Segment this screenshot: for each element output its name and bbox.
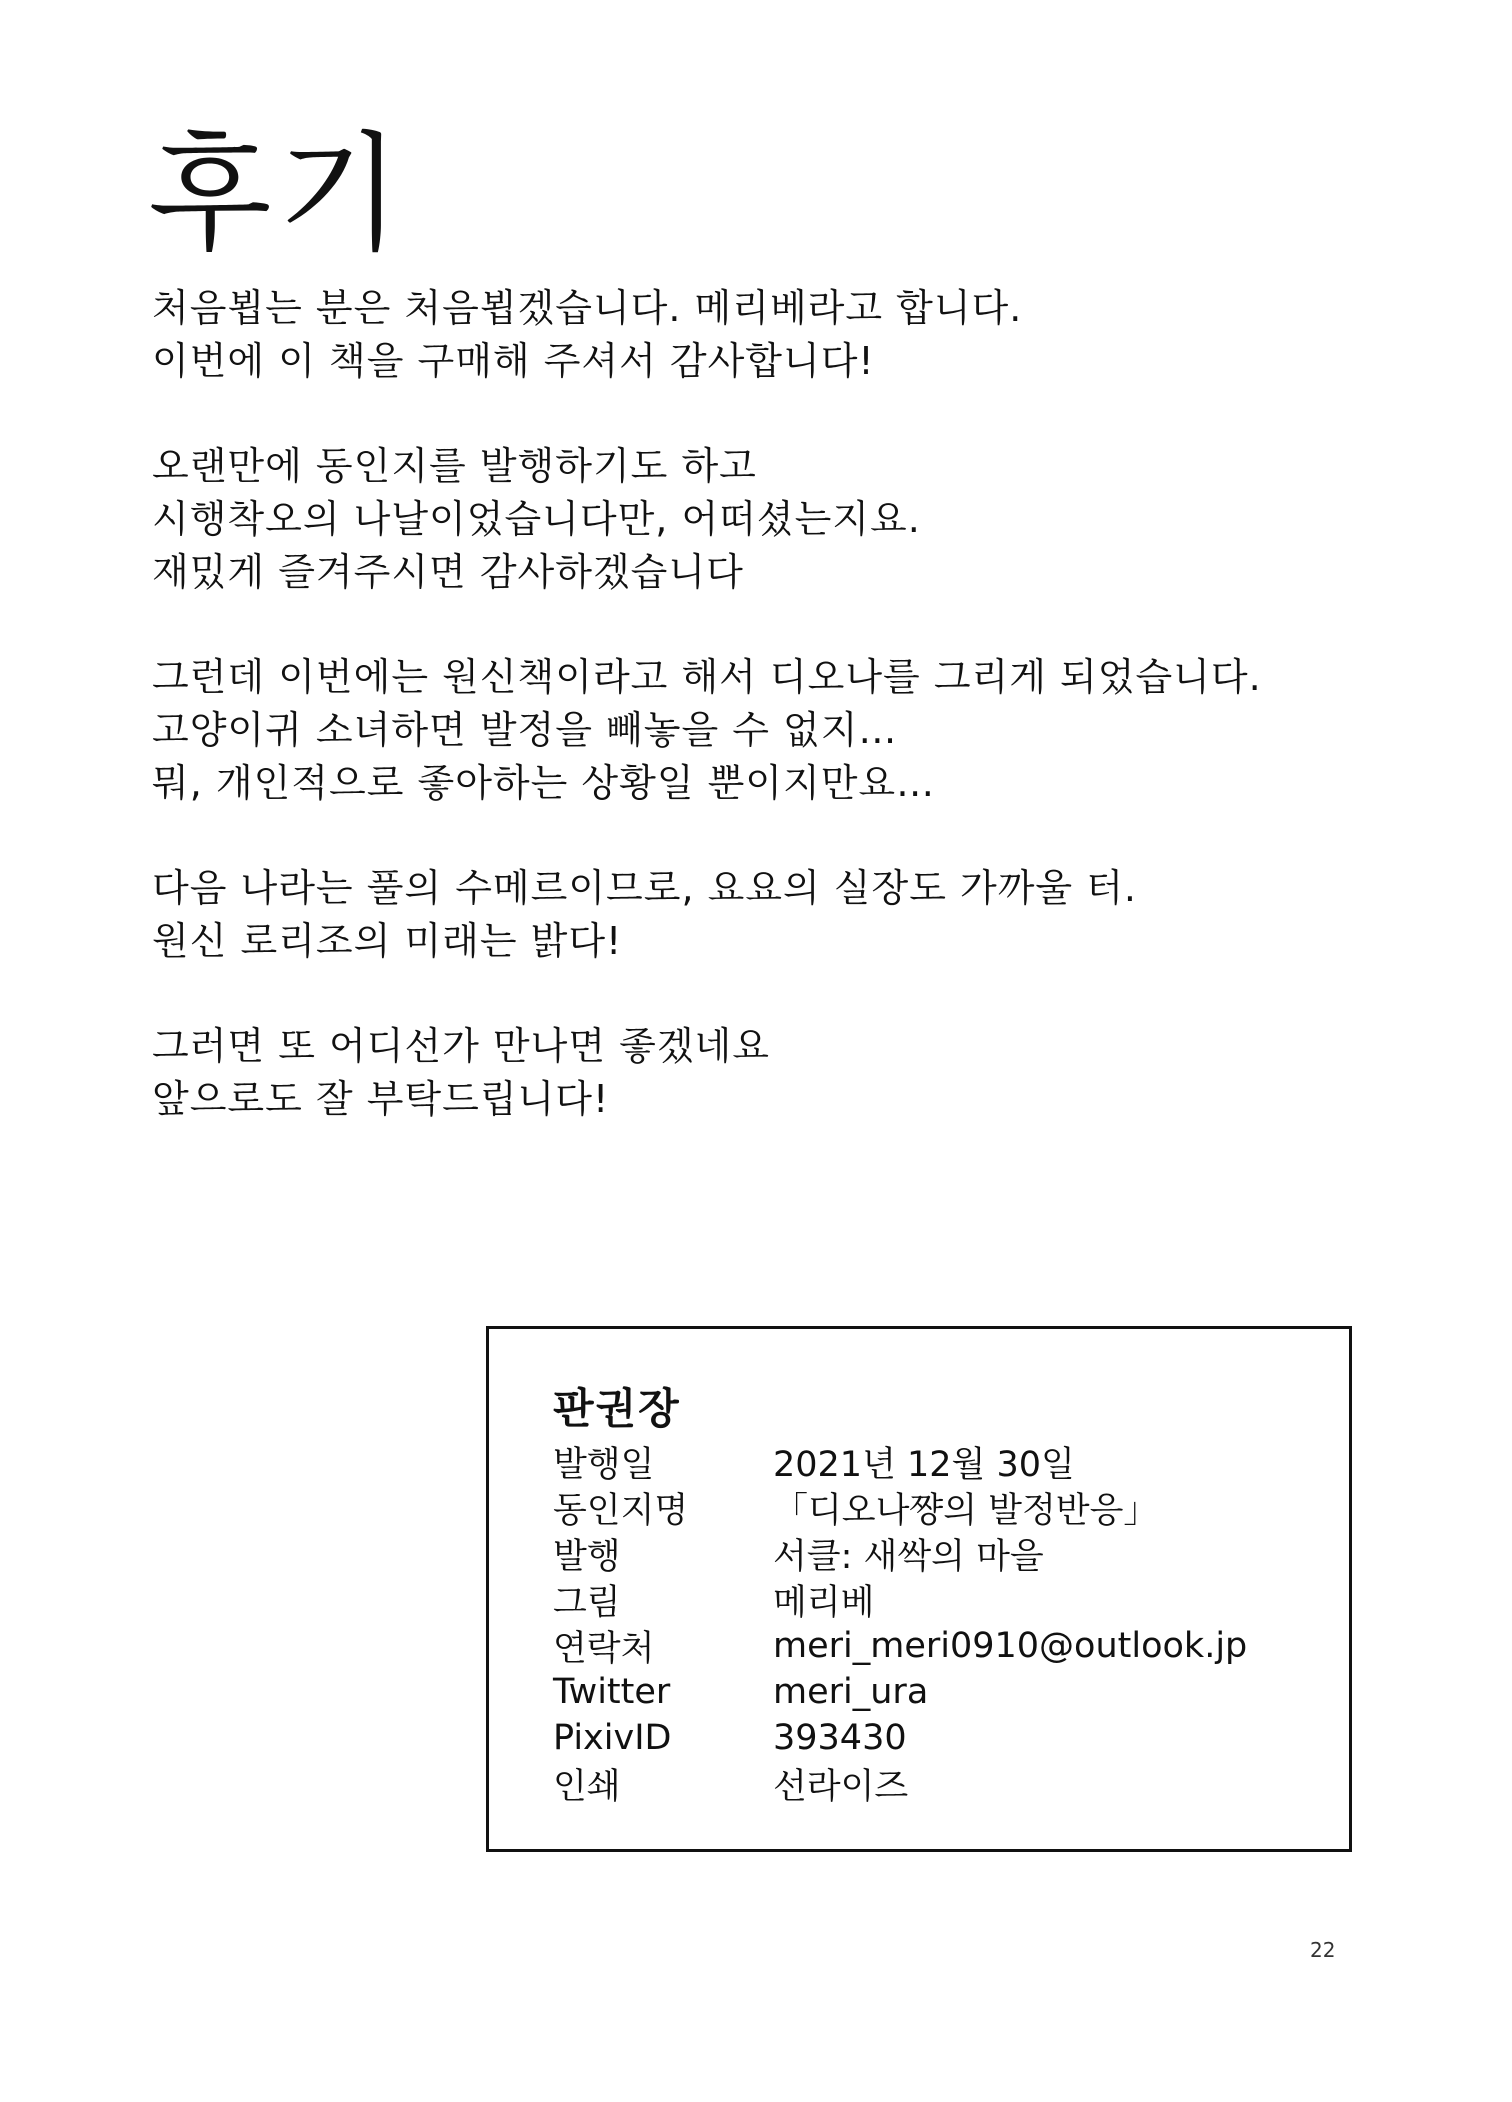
paragraph xyxy=(152,440,1352,599)
text-line: 오랜만에 동인지를 발행하기도 하고 xyxy=(152,444,757,488)
colophon-label: 연락처 xyxy=(553,1629,655,1669)
colophon-label: 동인지명 xyxy=(553,1491,689,1531)
colophon-label: Twitter xyxy=(553,1672,671,1712)
text-line: 원신 로리조의 미래는 밝다! xyxy=(152,919,623,963)
colophon-row-publish-date xyxy=(553,1439,1247,1485)
colophon-title: 판권장 xyxy=(553,1384,681,1433)
colophon-label: 그림 xyxy=(553,1583,621,1623)
text-line: 그러면 또 어디선가 만나면 좋겠네요 xyxy=(152,1024,770,1068)
paragraph xyxy=(152,1020,1352,1126)
colophon-value: 「디오나쨩의 발정반응」 xyxy=(773,1491,1159,1531)
colophon-row-printer xyxy=(553,1761,1247,1807)
colophon-row-pixiv xyxy=(553,1715,1247,1761)
colophon-value: meri_meri0910@outlook.jp xyxy=(773,1626,1248,1666)
page-number: 22 xyxy=(1310,1938,1336,1962)
colophon-row-artist xyxy=(553,1577,1247,1623)
colophon-value: 선라이즈 xyxy=(773,1767,909,1807)
afterword-body xyxy=(152,282,1352,1178)
colophon-label: 발행 xyxy=(553,1537,621,1577)
colophon-row-twitter xyxy=(553,1669,1247,1715)
colophon-value: meri_ura xyxy=(773,1672,929,1712)
text-line: 처음뵙는 분은 처음뵙겠습니다. 메리베라고 합니다. xyxy=(152,286,1023,330)
colophon-label: 인쇄 xyxy=(553,1767,621,1807)
colophon-label: 발행일 xyxy=(553,1445,655,1485)
colophon-value: 2021년 12월 30일 xyxy=(773,1445,1075,1485)
colophon-row-publisher xyxy=(553,1531,1247,1577)
colophon-row-contact xyxy=(553,1623,1247,1669)
paragraph xyxy=(152,282,1352,388)
text-line: 뭐, 개인적으로 좋아하는 상황일 뿐이지만요… xyxy=(152,761,936,805)
text-line: 앞으로도 잘 부탁드립니다! xyxy=(152,1077,610,1121)
colophon-value: 서클: 새싹의 마을 xyxy=(773,1537,1044,1577)
text-line: 시행착오의 나날이었습니다만, 어떠셨는지요. xyxy=(152,497,921,541)
text-line: 그런데 이번에는 원신책이라고 해서 디오나를 그리게 되었습니다. xyxy=(152,655,1262,699)
colophon-label: PixivID xyxy=(553,1718,672,1758)
text-line: 이번에 이 책을 구매해 주셔서 감사합니다! xyxy=(152,339,875,383)
page-title: 후기 xyxy=(148,120,408,269)
colophon-rows xyxy=(553,1439,1247,1807)
text-line: 다음 나라는 풀의 수메르이므로, 요요의 실장도 가까울 터. xyxy=(152,866,1137,910)
text-line: 고양이귀 소녀하면 발정을 빼놓을 수 없지… xyxy=(152,708,898,752)
colophon-value: 메리베 xyxy=(773,1583,875,1623)
colophon-box xyxy=(486,1326,1352,1852)
paragraph xyxy=(152,862,1352,968)
paragraph xyxy=(152,651,1352,810)
text-line: 재밌게 즐겨주시면 감사하겠습니다 xyxy=(152,550,744,594)
colophon-row-book-title xyxy=(553,1485,1247,1531)
colophon-value: 393430 xyxy=(773,1718,907,1758)
